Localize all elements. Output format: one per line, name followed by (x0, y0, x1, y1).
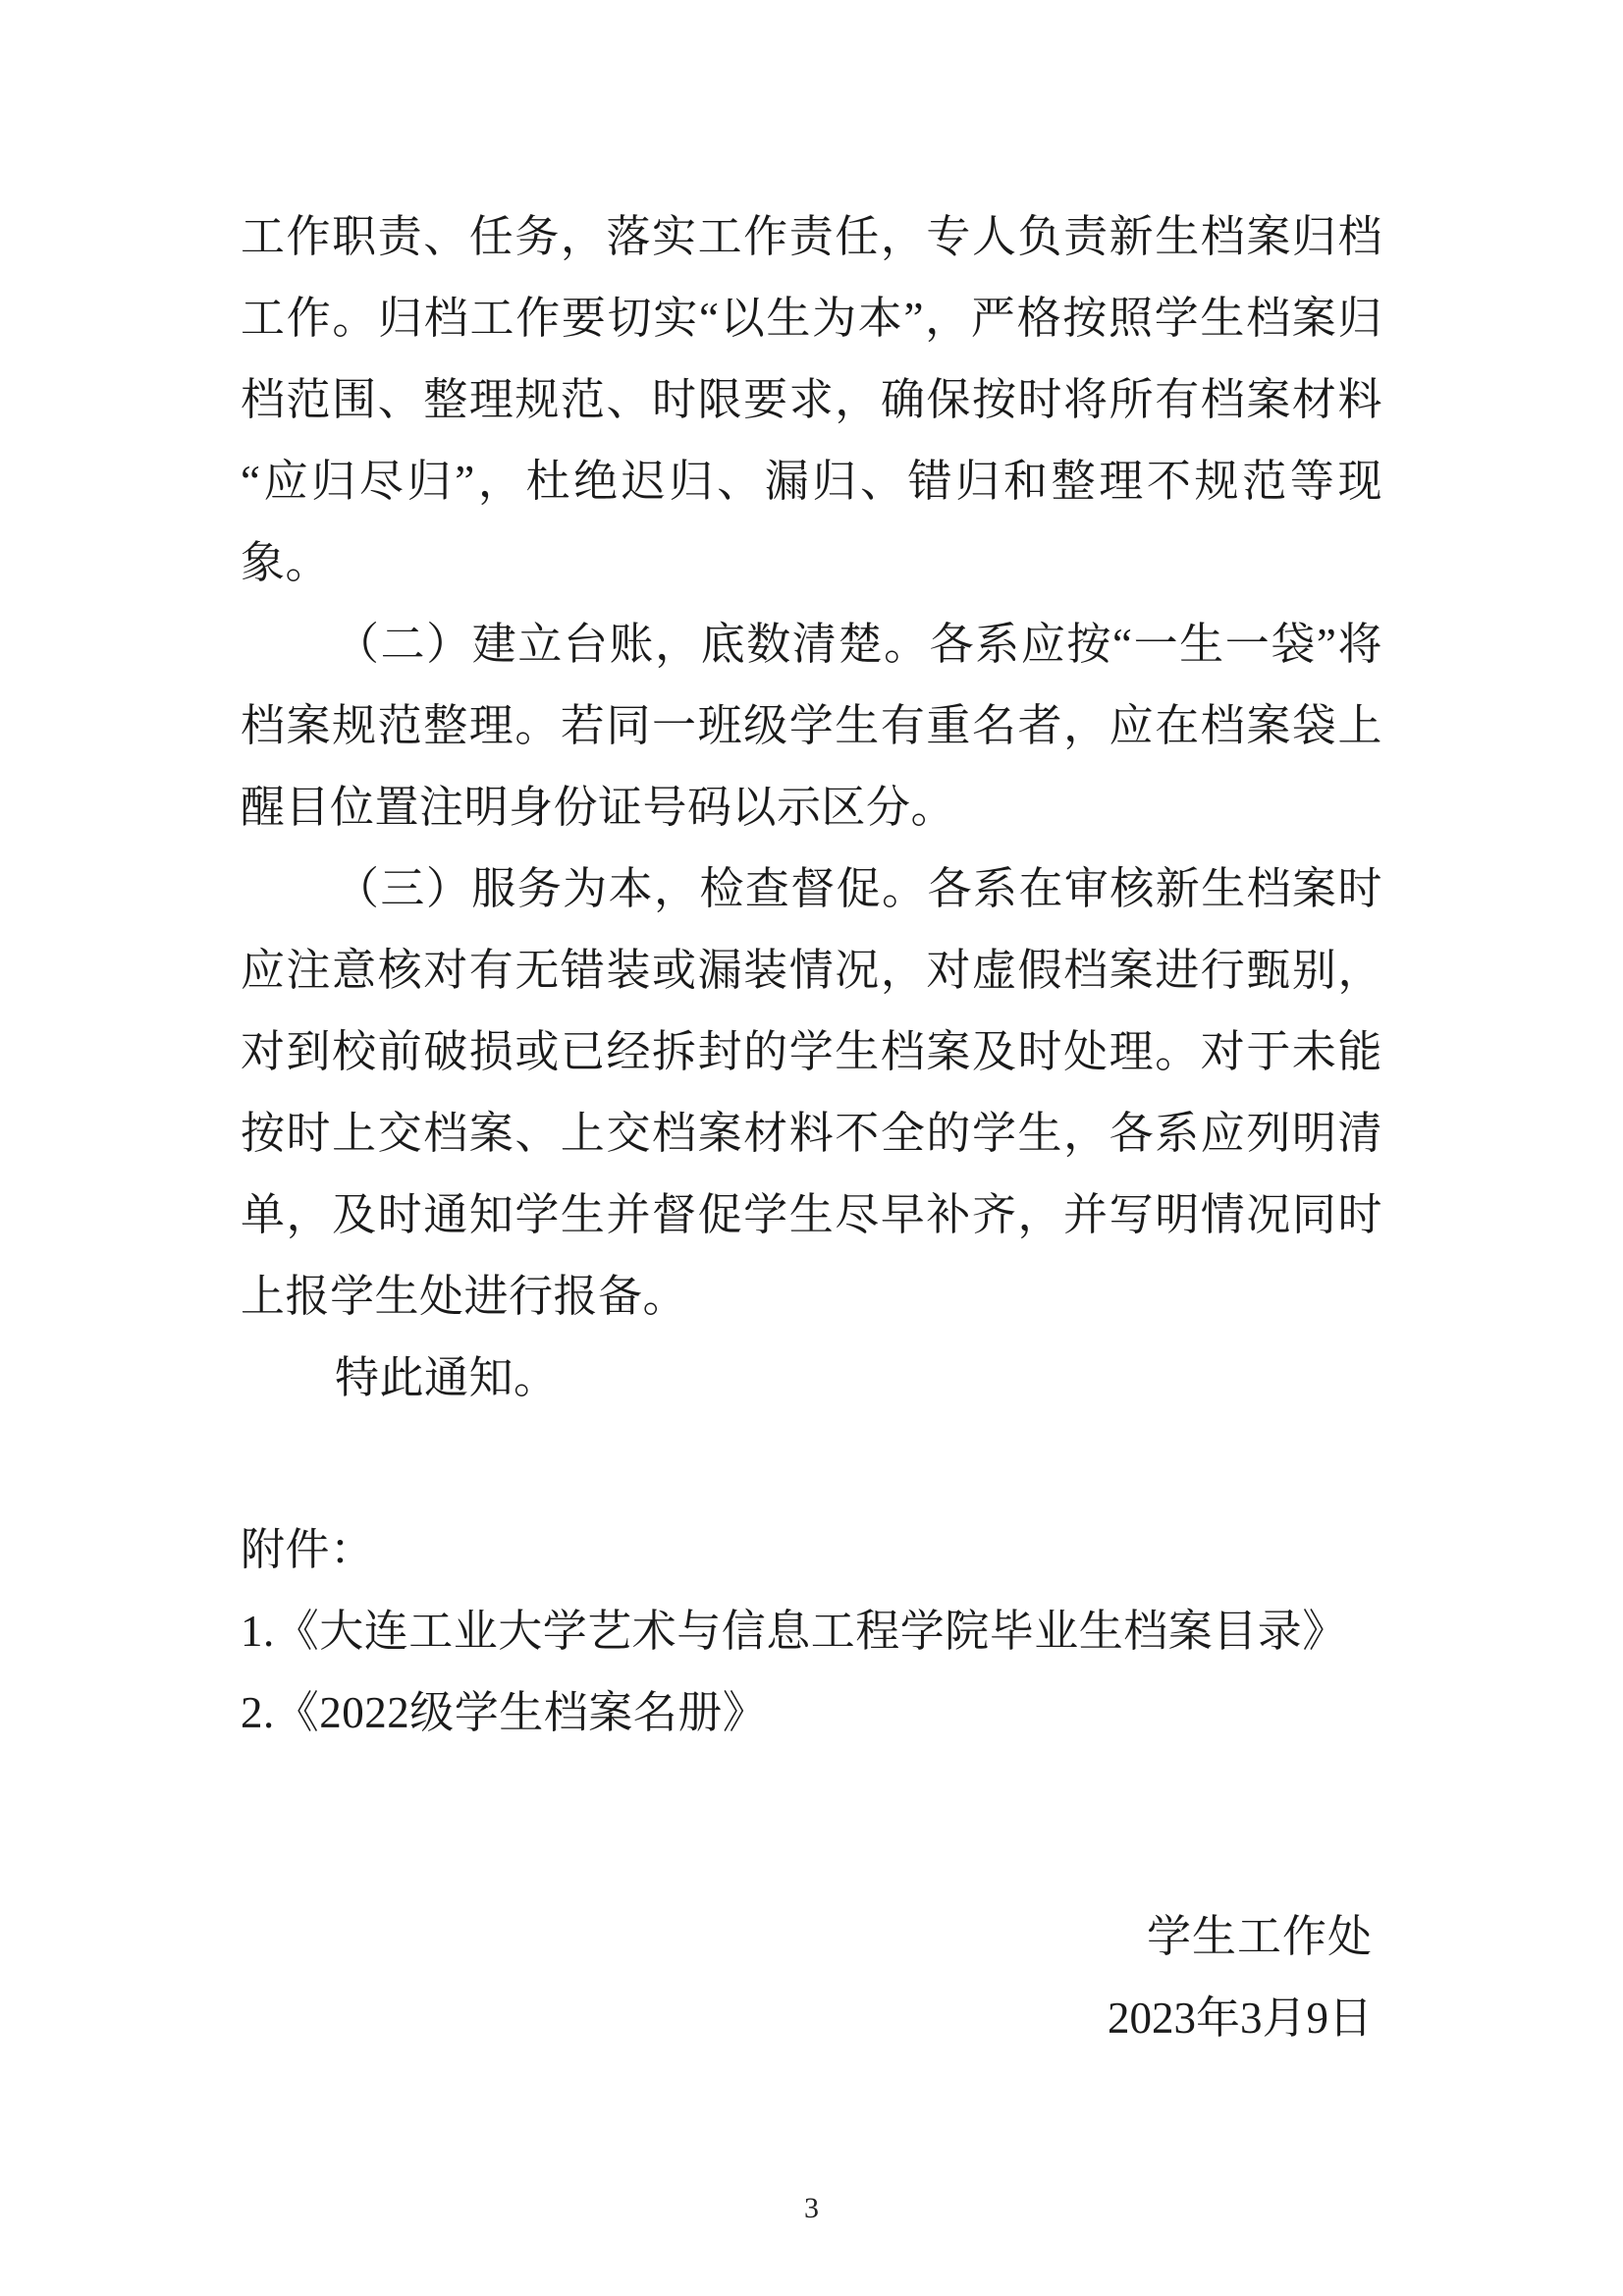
attachments-section (241, 1509, 1382, 1754)
paragraph-closing: 特此通知。 (335, 1353, 559, 1402)
attachments-heading: 附件： (241, 1525, 375, 1574)
paragraph-item-two: （二）建立台账，底数清楚。各系应按“一生一袋”将档案规范整理。若同一班级学生有重名者，应在档案袋上醒目位置注明身份证号码以示区分。 (241, 620, 1382, 832)
attachment-item-1: 1.《大连工业大学艺术与信息工程学院毕业生档案目录》 (241, 1607, 1347, 1656)
paragraph-continued: 工作职责、任务，落实工作责任，专人负责新生档案归档工作。归档工作要切实“以生为本”，严格按照学生档案归档范围、整理规范、时限要求，确保按时将所有档案材料“应归尽归”，杜绝迟归、漏归、错归和整理不规范等现象。 (241, 212, 1382, 587)
signature-block (241, 1896, 1382, 2059)
attachment-item-2: 2.《2022级学生档案名册》 (241, 1688, 768, 1737)
page-number: 3 (804, 2192, 819, 2224)
document-body (241, 196, 1382, 2059)
signature-date: 2023年3月9日 (1107, 1994, 1373, 2043)
signature-department: 学生工作处 (1146, 1912, 1373, 1961)
paragraph-item-three: （三）服务为本，检查督促。各系在审核新生档案时应注意核对有无错装或漏装情况，对虚假档案进行甄别，对到校前破损或已经拆封的学生档案及时处理。对于未能按时上交档案、上交档案材料不全的学生，各系应列明清单，及时通知学生并督促学生尽早补齐，并写明情况同时上报学生处进行报备。 (241, 864, 1382, 1321)
